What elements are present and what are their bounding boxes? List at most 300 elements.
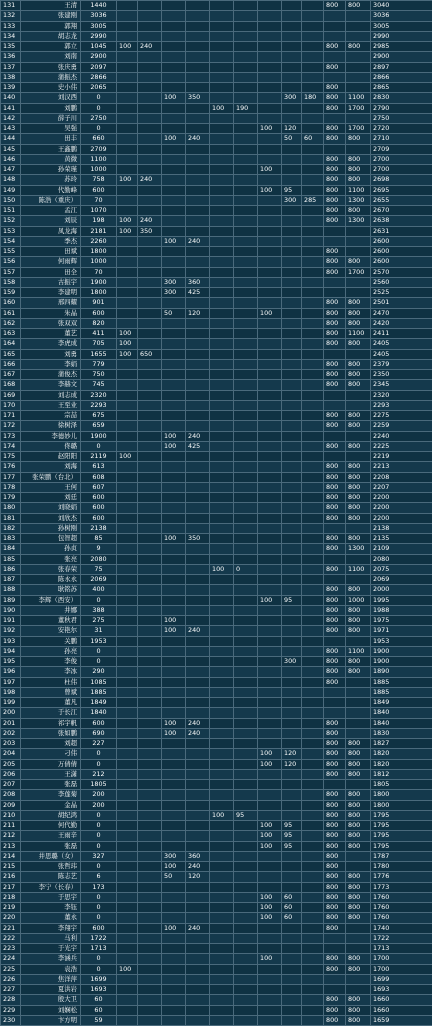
value-cell: [117, 780, 138, 790]
table-row: [1, 482, 432, 492]
name-cell: 李辉（西安）: [21, 595, 81, 605]
value-cell: 1655: [81, 349, 117, 359]
total-cell: 2293: [371, 400, 432, 410]
value-cell: [302, 780, 324, 790]
value-cell: [162, 544, 186, 554]
value-cell: 800: [346, 739, 371, 749]
rank-cell: 173: [1, 431, 21, 441]
name-cell: 孙荣瑾: [21, 165, 81, 175]
value-cell: [210, 144, 234, 154]
value-cell: [258, 72, 282, 82]
value-cell: 95: [282, 831, 302, 841]
value-cell: [234, 698, 258, 708]
value-cell: [210, 236, 234, 246]
value-cell: 800: [324, 339, 346, 349]
value-cell: [117, 21, 138, 31]
value-cell: [162, 195, 186, 205]
value-cell: [234, 257, 258, 267]
value-cell: [258, 872, 282, 882]
value-cell: [210, 31, 234, 41]
value-cell: 800: [324, 769, 346, 779]
value-cell: 800: [324, 605, 346, 615]
rank-cell: 199: [1, 698, 21, 708]
value-cell: 800: [346, 370, 371, 380]
value-cell: [138, 11, 162, 21]
table-row: [1, 452, 432, 462]
value-cell: [117, 544, 138, 554]
value-cell: [258, 944, 282, 954]
name-cell: 王潇: [21, 769, 81, 779]
value-cell: [282, 165, 302, 175]
value-cell: 1885: [81, 687, 117, 697]
value-cell: [282, 923, 302, 933]
value-cell: 800: [346, 513, 371, 523]
value-cell: 800: [324, 185, 346, 195]
name-cell: 张建刚: [21, 11, 81, 21]
value-cell: [324, 780, 346, 790]
total-cell: 2320: [371, 390, 432, 400]
value-cell: [302, 985, 324, 995]
value-cell: [138, 83, 162, 93]
value-cell: 800: [324, 892, 346, 902]
value-cell: [282, 11, 302, 21]
value-cell: [210, 175, 234, 185]
value-cell: [162, 749, 186, 759]
value-cell: [234, 616, 258, 626]
value-cell: 3036: [81, 11, 117, 21]
value-cell: [258, 698, 282, 708]
value-cell: [138, 821, 162, 831]
value-cell: [117, 93, 138, 103]
value-cell: [234, 821, 258, 831]
value-cell: [186, 400, 210, 410]
value-cell: 9: [81, 544, 117, 554]
value-cell: [302, 103, 324, 113]
value-cell: [282, 636, 302, 646]
table-row: [1, 83, 432, 93]
value-cell: [282, 370, 302, 380]
value-cell: [282, 21, 302, 31]
value-cell: [234, 113, 258, 123]
rank-cell: 174: [1, 441, 21, 451]
value-cell: 2138: [81, 523, 117, 533]
value-cell: [258, 411, 282, 421]
table-row: [1, 390, 432, 400]
value-cell: [234, 411, 258, 421]
value-cell: 100: [117, 329, 138, 339]
rank-cell: 182: [1, 523, 21, 533]
value-cell: [138, 21, 162, 31]
value-cell: [302, 72, 324, 82]
value-cell: 800: [324, 821, 346, 831]
rank-cell: 198: [1, 687, 21, 697]
value-cell: [138, 974, 162, 984]
value-cell: [210, 318, 234, 328]
total-cell: 1800: [371, 790, 432, 800]
value-cell: 1300: [346, 216, 371, 226]
table-row: [1, 62, 432, 72]
value-cell: 60: [282, 903, 302, 913]
value-cell: [346, 698, 371, 708]
total-cell: 2208: [371, 472, 432, 482]
name-cell: 李俊: [21, 657, 81, 667]
value-cell: [117, 267, 138, 277]
value-cell: 327: [81, 851, 117, 861]
value-cell: 800: [346, 913, 371, 923]
value-cell: [302, 862, 324, 872]
name-cell: 井娜: [21, 605, 81, 615]
value-cell: 100: [117, 216, 138, 226]
value-cell: [324, 687, 346, 697]
value-cell: [162, 349, 186, 359]
value-cell: 120: [282, 749, 302, 759]
rank-cell: 226: [1, 974, 21, 984]
value-cell: 800: [346, 318, 371, 328]
value-cell: [258, 288, 282, 298]
value-cell: [162, 31, 186, 41]
total-cell: 2135: [371, 534, 432, 544]
total-cell: 1890: [371, 667, 432, 677]
value-cell: [138, 554, 162, 564]
value-cell: [162, 841, 186, 851]
total-cell: 2470: [371, 308, 432, 318]
value-cell: [234, 165, 258, 175]
value-cell: [117, 564, 138, 574]
value-cell: [162, 206, 186, 216]
value-cell: [302, 144, 324, 154]
table-row: [1, 554, 432, 564]
value-cell: [210, 72, 234, 82]
rank-cell: 134: [1, 31, 21, 41]
value-cell: 120: [282, 759, 302, 769]
value-cell: [234, 728, 258, 738]
rank-cell: 215: [1, 862, 21, 872]
value-cell: [162, 708, 186, 718]
rank-cell: 187: [1, 575, 21, 585]
value-cell: [210, 359, 234, 369]
value-cell: [282, 739, 302, 749]
value-cell: [210, 575, 234, 585]
value-cell: 1713: [81, 944, 117, 954]
rank-cell: 217: [1, 882, 21, 892]
value-cell: 2900: [81, 52, 117, 62]
value-cell: 800: [346, 134, 371, 144]
value-cell: [186, 523, 210, 533]
value-cell: [302, 298, 324, 308]
value-cell: [162, 144, 186, 154]
value-cell: [258, 780, 282, 790]
total-cell: 2379: [371, 359, 432, 369]
value-cell: [138, 800, 162, 810]
value-cell: [117, 933, 138, 943]
rank-cell: 158: [1, 277, 21, 287]
rank-cell: 157: [1, 267, 21, 277]
value-cell: [138, 749, 162, 759]
value-cell: 800: [324, 441, 346, 451]
value-cell: 100: [258, 759, 282, 769]
total-cell: 1885: [371, 677, 432, 687]
name-cell: 袁浩: [21, 964, 81, 974]
value-cell: [162, 247, 186, 257]
value-cell: [117, 944, 138, 954]
name-cell: 耿铭苏: [21, 585, 81, 595]
value-cell: [258, 400, 282, 410]
value-cell: [324, 113, 346, 123]
name-cell: 凤龙海: [21, 226, 81, 236]
value-cell: [210, 298, 234, 308]
value-cell: [234, 882, 258, 892]
value-cell: [186, 72, 210, 82]
value-cell: [302, 616, 324, 626]
value-cell: [258, 462, 282, 472]
value-cell: 800: [324, 1005, 346, 1015]
value-cell: [282, 493, 302, 503]
value-cell: [186, 657, 210, 667]
value-cell: [258, 1005, 282, 1015]
name-cell: 孟江: [21, 206, 81, 216]
value-cell: [302, 954, 324, 964]
value-cell: 1100: [346, 185, 371, 195]
value-cell: [258, 646, 282, 656]
value-cell: [234, 687, 258, 697]
value-cell: [346, 985, 371, 995]
value-cell: [138, 1005, 162, 1015]
value-cell: [162, 657, 186, 667]
value-cell: [302, 851, 324, 861]
value-cell: [117, 667, 138, 677]
value-cell: 75: [81, 564, 117, 574]
value-cell: [302, 452, 324, 462]
value-cell: [234, 780, 258, 790]
value-cell: [186, 882, 210, 892]
value-cell: [258, 21, 282, 31]
value-cell: [210, 1015, 234, 1025]
value-cell: [302, 790, 324, 800]
value-cell: 100: [258, 892, 282, 902]
rank-cell: 197: [1, 677, 21, 687]
value-cell: [210, 657, 234, 667]
total-cell: 2405: [371, 349, 432, 359]
value-cell: [117, 862, 138, 872]
value-cell: [346, 113, 371, 123]
value-cell: [117, 441, 138, 451]
value-cell: [186, 21, 210, 31]
total-cell: 1760: [371, 892, 432, 902]
value-cell: [302, 523, 324, 533]
name-cell: 宗喆: [21, 411, 81, 421]
value-cell: [282, 575, 302, 585]
value-cell: [186, 739, 210, 749]
value-cell: [138, 400, 162, 410]
value-cell: [210, 790, 234, 800]
value-cell: [138, 667, 162, 677]
value-cell: [117, 359, 138, 369]
value-cell: [117, 841, 138, 851]
value-cell: [210, 913, 234, 923]
value-cell: 800: [324, 995, 346, 1005]
value-cell: [186, 11, 210, 21]
rank-cell: 203: [1, 739, 21, 749]
rank-cell: 172: [1, 421, 21, 431]
value-cell: 800: [346, 503, 371, 513]
value-cell: [210, 841, 234, 851]
value-cell: 2320: [81, 390, 117, 400]
value-cell: [186, 113, 210, 123]
total-cell: 1827: [371, 739, 432, 749]
value-cell: [258, 257, 282, 267]
value-cell: [302, 359, 324, 369]
value-cell: [138, 851, 162, 861]
value-cell: [162, 513, 186, 523]
value-cell: 1900: [81, 431, 117, 441]
value-cell: 100: [117, 175, 138, 185]
value-cell: [282, 882, 302, 892]
value-cell: [138, 605, 162, 615]
value-cell: [258, 585, 282, 595]
value-cell: [117, 165, 138, 175]
total-cell: 2790: [371, 103, 432, 113]
value-cell: [162, 482, 186, 492]
value-cell: [324, 636, 346, 646]
total-cell: 1849: [371, 698, 432, 708]
value-cell: 800: [324, 195, 346, 205]
value-cell: [302, 1015, 324, 1025]
value-cell: 360: [186, 851, 210, 861]
name-cell: 李翔宇: [21, 923, 81, 933]
value-cell: 800: [346, 175, 371, 185]
total-cell: 2000: [371, 585, 432, 595]
table-row: [1, 851, 432, 861]
value-cell: [186, 544, 210, 554]
value-cell: 100: [258, 954, 282, 964]
rank-cell: 196: [1, 667, 21, 677]
table-row: [1, 759, 432, 769]
value-cell: 800: [346, 1015, 371, 1025]
total-cell: 1780: [371, 862, 432, 872]
value-cell: [138, 462, 162, 472]
value-cell: [258, 83, 282, 93]
value-cell: [234, 544, 258, 554]
value-cell: 800: [324, 134, 346, 144]
value-cell: [117, 605, 138, 615]
value-cell: [186, 698, 210, 708]
value-cell: 100: [117, 42, 138, 52]
value-cell: [282, 452, 302, 462]
value-cell: [210, 11, 234, 21]
value-cell: [346, 780, 371, 790]
table-row: [1, 616, 432, 626]
name-cell: 孙亮: [21, 646, 81, 656]
value-cell: [210, 769, 234, 779]
rank-cell: 162: [1, 318, 21, 328]
value-cell: [282, 175, 302, 185]
value-cell: [258, 93, 282, 103]
total-cell: 2275: [371, 411, 432, 421]
value-cell: [324, 708, 346, 718]
value-cell: [302, 933, 324, 943]
value-cell: 120: [186, 308, 210, 318]
name-cell: 关鹏: [21, 636, 81, 646]
value-cell: [210, 862, 234, 872]
rank-cell: 216: [1, 872, 21, 882]
value-cell: [258, 544, 282, 554]
name-cell: 李德妙儿: [21, 431, 81, 441]
name-cell: 刘娴松: [21, 1005, 81, 1015]
value-cell: [234, 216, 258, 226]
value-cell: 31: [81, 626, 117, 636]
value-cell: [282, 964, 302, 974]
total-cell: 2219: [371, 452, 432, 462]
value-cell: [234, 954, 258, 964]
value-cell: [117, 913, 138, 923]
value-cell: [324, 400, 346, 410]
value-cell: 800: [324, 841, 346, 851]
value-cell: [210, 482, 234, 492]
value-cell: [302, 636, 324, 646]
value-cell: [162, 370, 186, 380]
value-cell: 800: [324, 728, 346, 738]
value-cell: 600: [81, 513, 117, 523]
value-cell: 800: [324, 872, 346, 882]
total-cell: 1699: [371, 974, 432, 984]
total-cell: 2501: [371, 298, 432, 308]
name-cell: 董永: [21, 913, 81, 923]
table-row: [1, 329, 432, 339]
value-cell: [258, 1, 282, 11]
value-cell: 1722: [81, 933, 117, 943]
value-cell: [210, 544, 234, 554]
value-cell: 1800: [81, 288, 117, 298]
total-cell: 1660: [371, 995, 432, 1005]
table-row: [1, 339, 432, 349]
value-cell: [282, 472, 302, 482]
value-cell: [210, 851, 234, 861]
value-cell: [282, 605, 302, 615]
name-cell: 王雨辛: [21, 831, 81, 841]
value-cell: 0: [81, 913, 117, 923]
value-cell: 2866: [81, 72, 117, 82]
value-cell: 60: [282, 892, 302, 902]
value-cell: [162, 523, 186, 533]
value-cell: [234, 226, 258, 236]
value-cell: [234, 933, 258, 943]
total-cell: 1971: [371, 626, 432, 636]
rank-cell: 169: [1, 390, 21, 400]
rank-cell: 227: [1, 985, 21, 995]
value-cell: [117, 72, 138, 82]
table-row: [1, 831, 432, 841]
value-cell: [162, 646, 186, 656]
value-cell: [258, 482, 282, 492]
value-cell: [282, 667, 302, 677]
value-cell: [234, 575, 258, 585]
value-cell: 800: [346, 667, 371, 677]
value-cell: 100: [162, 134, 186, 144]
value-cell: 800: [324, 308, 346, 318]
table-row: [1, 349, 432, 359]
name-cell: 郭立: [21, 42, 81, 52]
value-cell: [234, 472, 258, 482]
value-cell: [117, 554, 138, 564]
value-cell: [258, 236, 282, 246]
name-cell: 刘勇: [21, 349, 81, 359]
value-cell: [138, 359, 162, 369]
value-cell: 800: [346, 1, 371, 11]
value-cell: [186, 687, 210, 697]
value-cell: 360: [186, 277, 210, 287]
rank-cell: 131: [1, 1, 21, 11]
value-cell: 95: [282, 595, 302, 605]
